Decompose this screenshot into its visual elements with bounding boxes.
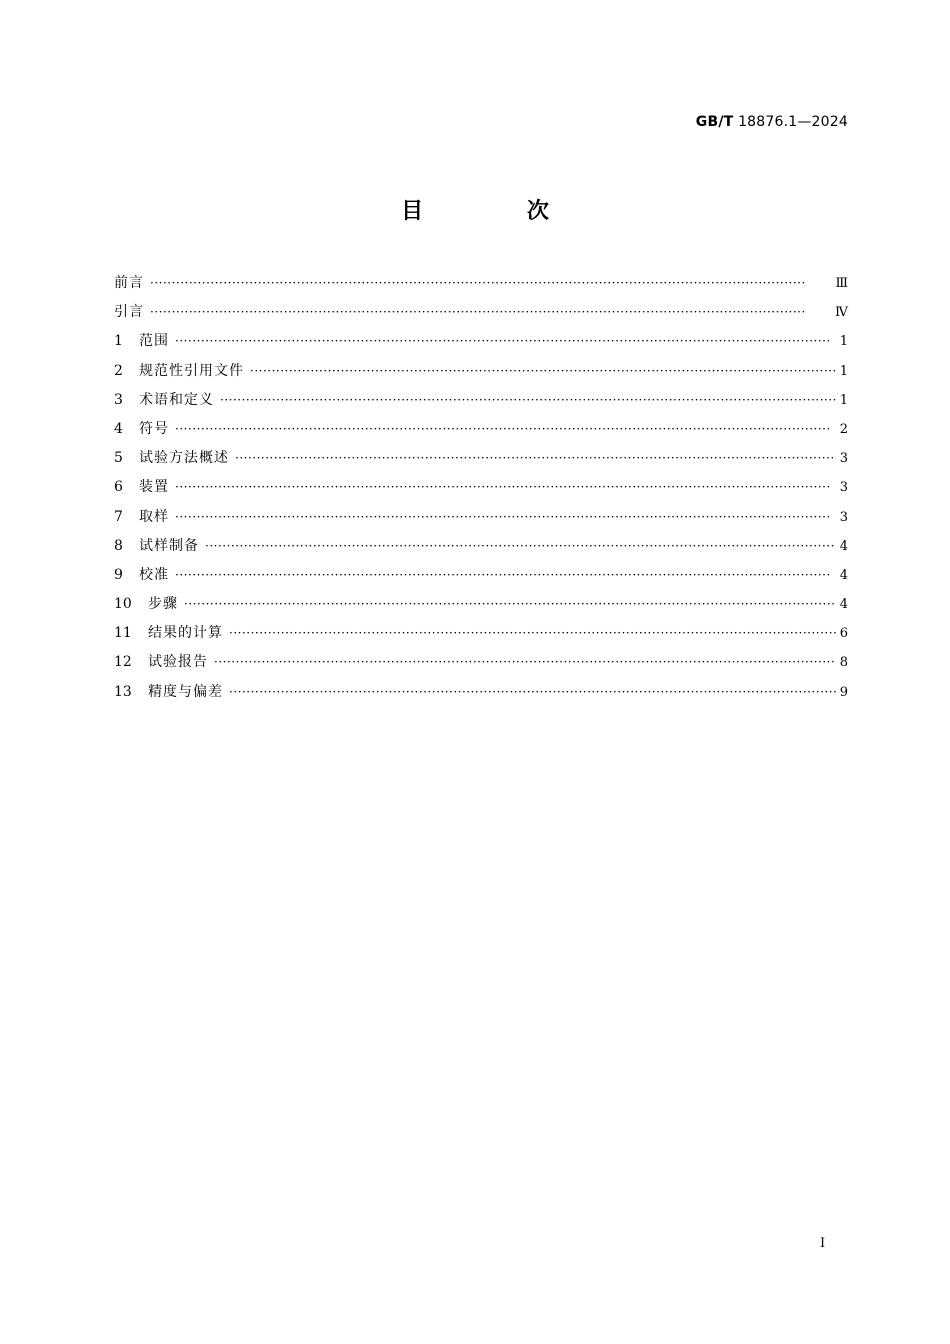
toc-dot-leader (175, 422, 836, 436)
toc-entry-page: Ⅳ (835, 305, 848, 321)
toc-entry-page: 6 (839, 626, 848, 642)
toc-entry-label: 结果的计算 (148, 625, 223, 642)
toc-dot-leader (229, 626, 836, 640)
toc-entry[interactable] (114, 330, 848, 359)
toc-dot-leader (214, 655, 836, 669)
toc-dot-leader (205, 539, 836, 553)
toc-entry-page: 1 (839, 334, 848, 350)
toc-entry[interactable] (114, 593, 848, 622)
toc-entry-number: 6 (114, 479, 123, 496)
toc-entry-number: 1 (114, 333, 123, 350)
toc-dot-leader (175, 480, 836, 494)
toc-entry-number: 7 (114, 508, 123, 525)
toc-entry-label: 取样 (139, 508, 169, 525)
toc-entry-label: 试验报告 (148, 654, 208, 671)
standard-number: 18876.1—2024 (738, 114, 848, 130)
toc-entry[interactable] (114, 506, 848, 535)
toc-entry-number: 9 (114, 566, 123, 583)
page-number: I (820, 1236, 826, 1251)
toc-entry-number: 10 (114, 596, 132, 613)
toc-entry-label: 前言 (114, 275, 144, 291)
table-of-contents (114, 272, 848, 710)
toc-dot-leader (175, 510, 836, 524)
standard-code (696, 114, 848, 130)
toc-entry[interactable] (114, 301, 848, 330)
toc-entry-label: 引言 (114, 304, 144, 321)
toc-entry-page: 1 (839, 363, 848, 379)
toc-entry-page: 1 (839, 392, 848, 408)
toc-entry-page: 3 (839, 451, 848, 467)
toc-entry-number: 2 (114, 362, 123, 379)
toc-entry-label: 装置 (139, 479, 169, 496)
toc-entry-page: 3 (839, 509, 848, 525)
toc-entry-page: 4 (839, 538, 848, 554)
toc-entry[interactable] (114, 272, 848, 301)
toc-dot-leader (235, 451, 836, 465)
toc-entry[interactable] (114, 651, 848, 680)
toc-dot-leader (175, 334, 836, 348)
toc-entry-label: 范围 (139, 333, 169, 350)
toc-entry-label: 校准 (139, 566, 169, 583)
toc-entry-label: 术语和定义 (139, 391, 214, 408)
toc-entry-number: 11 (114, 625, 132, 642)
toc-entry-label: 步骤 (148, 596, 178, 613)
toc-entry-page: 8 (839, 655, 848, 671)
standard-prefix: GB/T (695, 114, 734, 130)
toc-entry-number: 13 (114, 683, 132, 700)
toc-dot-leader (250, 364, 836, 378)
toc-entry[interactable] (114, 622, 848, 651)
toc-dot-leader (150, 305, 831, 319)
toc-entry-label: 规范性引用文件 (139, 362, 244, 379)
toc-entry-label: 符号 (139, 420, 169, 437)
toc-entry-label: 试样制备 (139, 537, 199, 554)
toc-entry-page: 4 (839, 597, 848, 613)
toc-entry-label: 精度与偏差 (148, 683, 223, 700)
toc-dot-leader (229, 685, 836, 699)
toc-entry-label: 试验方法概述 (139, 450, 229, 467)
toc-entry[interactable] (114, 564, 848, 593)
toc-entry-number: 12 (114, 654, 132, 671)
toc-entry-number: 8 (114, 537, 123, 554)
toc-dot-leader (184, 597, 836, 611)
toc-entry-number: 4 (114, 420, 123, 437)
toc-entry-page: Ⅲ (835, 276, 848, 291)
toc-entry[interactable] (114, 447, 848, 476)
toc-entry-page: 2 (839, 421, 848, 437)
toc-entry-page: 4 (839, 567, 848, 583)
toc-dot-leader (175, 568, 836, 582)
toc-entry[interactable] (114, 360, 848, 389)
toc-dot-leader (150, 276, 831, 290)
toc-entry[interactable] (114, 681, 848, 710)
toc-entry-page: 3 (839, 480, 848, 496)
page-title: 目 次 (401, 199, 597, 224)
toc-dot-leader (220, 393, 836, 407)
toc-entry-page: 9 (839, 684, 848, 700)
toc-entry[interactable] (114, 535, 848, 564)
toc-entry[interactable] (114, 476, 848, 505)
toc-entry[interactable] (114, 389, 848, 418)
toc-entry[interactable] (114, 418, 848, 447)
toc-entry-number: 3 (114, 391, 123, 408)
toc-entry-number: 5 (114, 450, 123, 467)
